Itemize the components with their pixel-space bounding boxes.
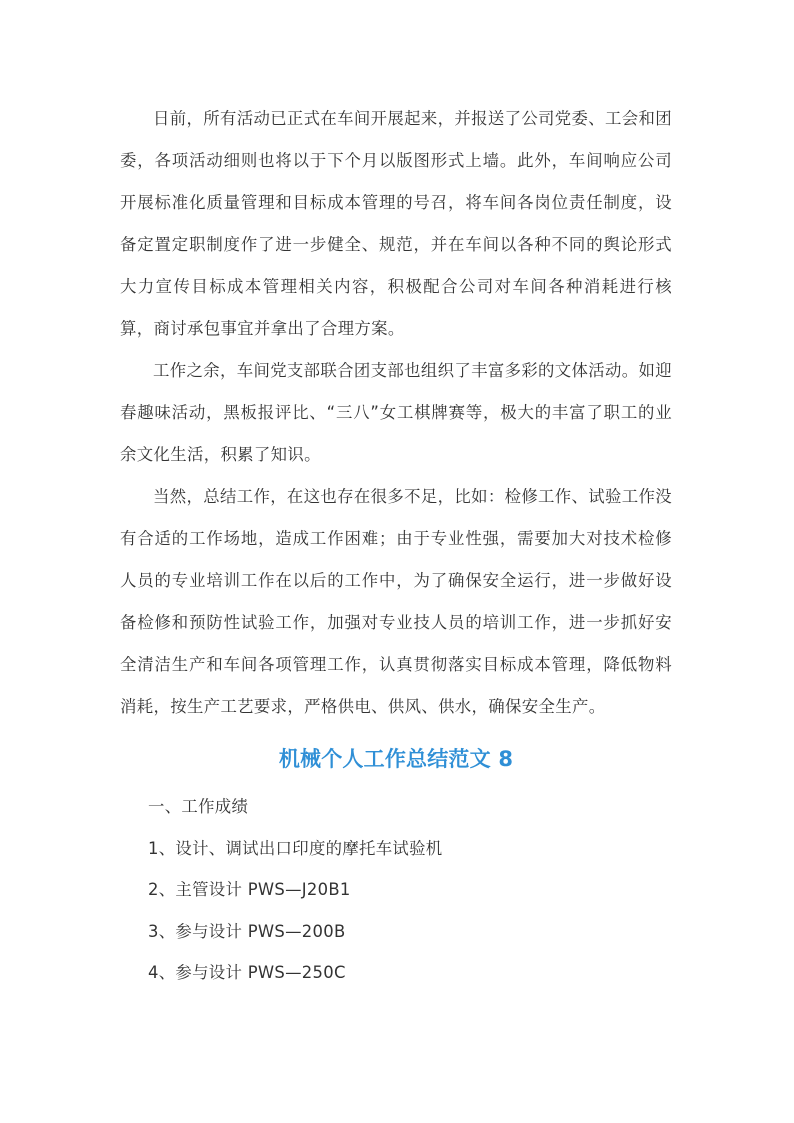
- list-heading-work-results: 一、工作成绩: [148, 797, 249, 816]
- paragraph-shortcomings: 当然，总结工作，在这也存在很多不足，比如：检修工作、试验工作没有合适的工作场地，造成工作困难；由于专业性强，需要加大对技术检修人员的专业培训工作在以后的工作中，为了确保安全运行，进一步做好设备检修和预防性试验工作，加强对专业技人员的培训工作，进一步抓好安全清洁生产和车间各项管理工作，认真贯彻落实目标成本管理，降低物料消耗，按生产工艺要求，严格供电、供风、供水，确保安全生产。: [120, 487, 672, 716]
- list-item: 2、主管设计 PWS—J20B1: [148, 880, 351, 899]
- paragraph-cultural-activities: 工作之余，车间党支部联合团支部也组织了丰富多彩的文体活动。如迎春趣味活动，黑板报评比、“三八”女工棋牌赛等，极大的丰富了职工的业余文化生活，积累了知识。: [120, 361, 672, 464]
- section-title: 机械个人工作总结范文 8: [278, 747, 514, 771]
- list-item: 3、参与设计 PWS—200B: [148, 921, 346, 941]
- paragraph-activities: 日前，所有活动已正式在车间开展起来，并报送了公司党委、工会和团委，各项活动细则也将以于下个月以版图形式上墙。此外，车间响应公司开展标准化质量管理和目标成本管理的号召，将车间各岗位责任制度，设备定置定职制度作了进一步健全、规范，并在车间以各种不同的舆论形式大力宣传目标成本管理相关内容，积极配合公司对车间各种消耗进行核算，商讨承包事宜并拿出了合理方案。: [120, 109, 672, 338]
- list-item: 4、参与设计 PWS—250C: [148, 963, 346, 982]
- document-body: [120, 98, 672, 994]
- list-item: 1、设计、调试出口印度的摩托车试验机: [148, 838, 443, 858]
